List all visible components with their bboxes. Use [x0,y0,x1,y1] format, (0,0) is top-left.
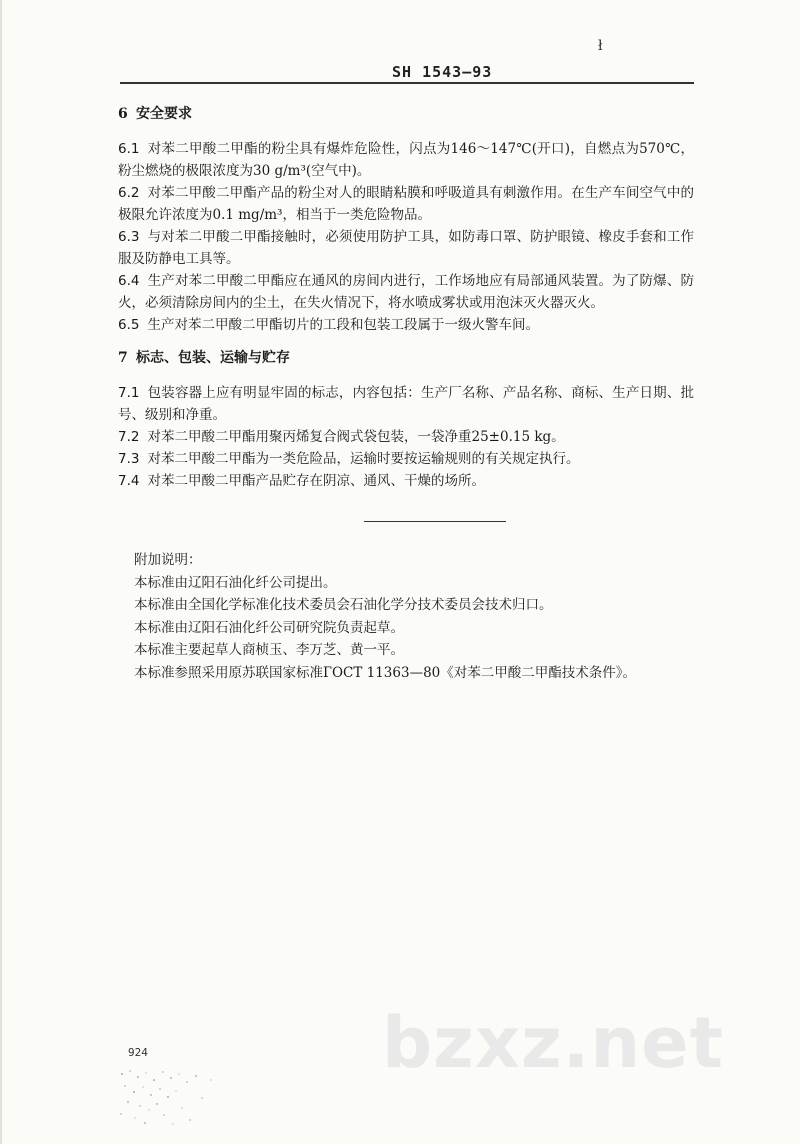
note-line: 本标准参照采用原苏联国家标准ГОСТ 11363—80《对苯二甲酸二甲酯技术条件》。 [134,664,637,681]
clause-text: 生产对苯二甲酸二甲酯切片的工段和包装工段属于一级火警车间。 [147,317,539,333]
clause-text: 对苯二甲酸二甲酯的粉尘具有爆炸危险性，闪点为146～147℃(开口)，自燃点为570℃，粉尘燃烧的极限浓度为30 g/m³(空气中)。 [118,141,694,179]
clause-6-4 [118,270,694,314]
clause-7-1 [118,382,694,426]
clause-text: 对苯二甲酸二甲酯为一类危险品，运输时要按运输规则的有关规定执行。 [147,451,580,467]
site-watermark: bzxz.net [382,1002,725,1084]
end-of-body-rule [364,521,506,522]
clause-text: 对苯二甲酸二甲酯产品贮存在阴凉、通风、干燥的场所。 [147,473,485,489]
clause-number: 6.5 [118,317,140,333]
clause-6-3 [118,226,694,270]
standard-code: SH 1543—93 [392,63,493,81]
section-title-6 [118,104,694,124]
section-gap [118,336,694,348]
clause-number: 7.1 [118,385,140,401]
header-rule [120,82,694,84]
clause-6-5 [118,314,694,336]
section-number: 7 [118,350,128,366]
clause-number: 7.4 [118,473,140,489]
clause-number: 7.3 [118,451,140,467]
clause-number: 6.2 [118,185,140,201]
clause-text: 与对苯二甲酸二甲酯接触时，必须使用防护工具，如防毒口罩、防护眼镜、橡皮手套和工作服及防静电工具等。 [118,229,694,267]
clause-number: 6.1 [118,141,140,157]
clause-text: 生产对苯二甲酸二甲酯应在通风的房间内进行，工作场地应有局部通风装置。为了防爆、防火，必须清除房间内的尘土，在失火情况下，将水喷成雾状或用泡沫灭火器灭火。 [118,273,694,311]
scan-noise-speckles [116,1068,226,1128]
clause-6-1 [118,138,694,182]
note-line: 本标准由辽阳石油化纤公司提出。 [134,574,337,591]
notes-heading: 附加说明： [134,552,202,568]
note-line: 本标准由全国化学标准化技术委员会石油化学分技术委员会技术归口。 [134,597,553,613]
note-line: 本标准主要起草人商桢玉、李万芝、黄一平。 [134,642,404,658]
clause-6-2 [118,182,694,226]
section-title-7 [118,348,694,368]
section-heading: 安全要求 [136,106,192,122]
section-heading: 标志、包装、运输与贮存 [136,350,290,366]
clause-text: 包装容器上应有明显牢固的标志，内容包括：生产厂名称、产品名称、商标、生产日期、批号、级别和净重。 [118,385,694,423]
document-body [118,104,694,492]
additional-notes [134,549,694,684]
header-mark: ł [598,38,603,54]
section-number: 6 [118,106,128,122]
clause-text: 对苯二甲酸二甲酯用聚丙烯复合阀式袋包装，一袋净重25±0.15 kg。 [147,429,565,445]
clause-7-3 [118,448,694,470]
page-number: 924 [128,1046,148,1059]
clause-number: 6.4 [118,273,140,289]
clause-number: 7.2 [118,429,140,445]
note-line: 本标准由辽阳石油化纤公司研究院负责起草。 [134,619,404,636]
clause-7-4 [118,470,694,492]
clause-number: 6.3 [118,229,140,245]
clause-7-2 [118,426,694,448]
clause-text: 对苯二甲酸二甲酯产品的粉尘对人的眼睛粘膜和呼吸道具有刺激作用。在生产车间空气中的极限允许浓度为0.1 mg/m³，相当于一类危险物品。 [118,185,694,223]
